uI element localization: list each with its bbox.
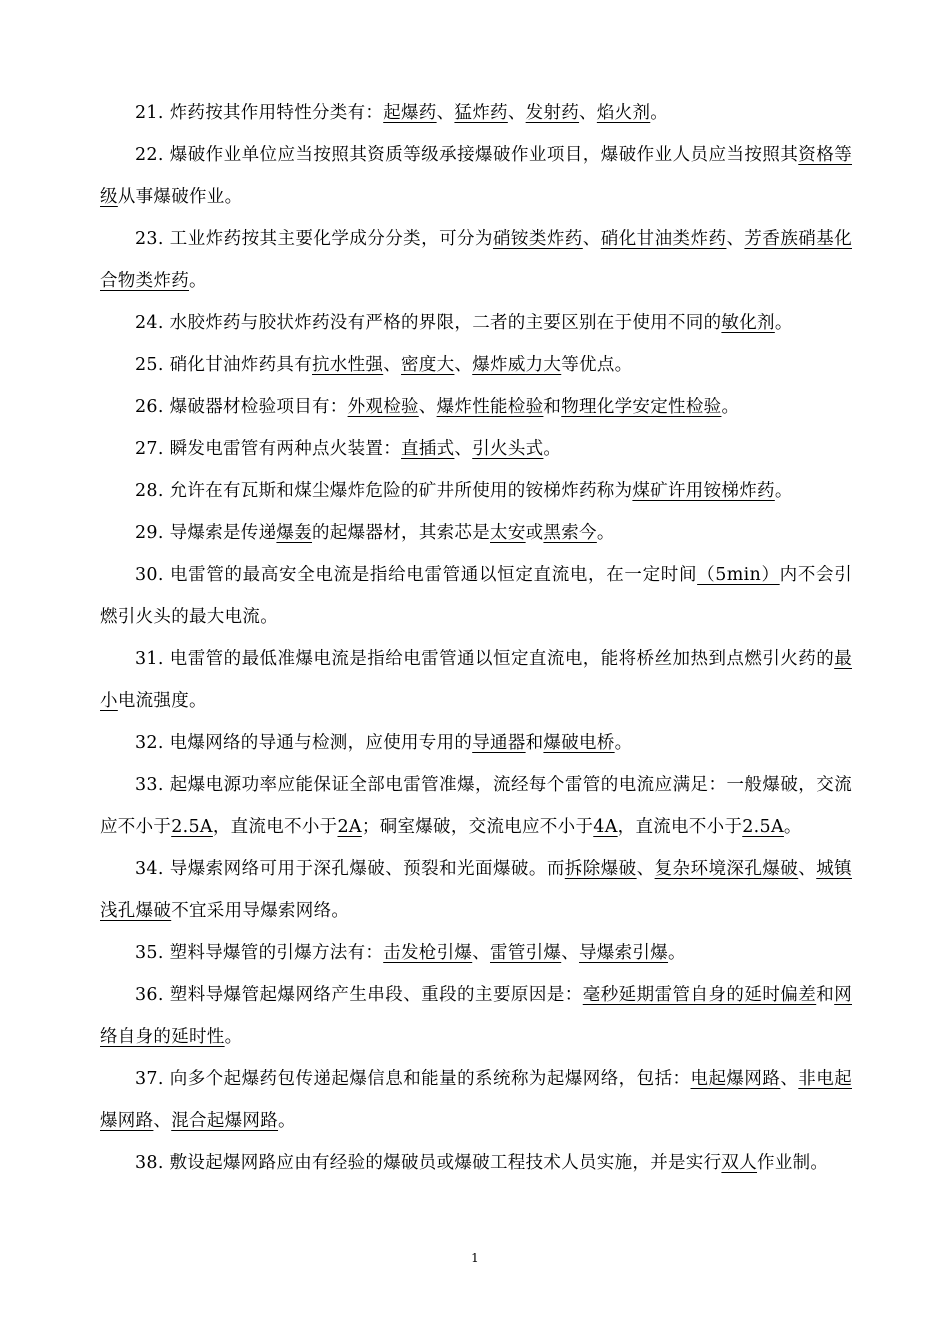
answer-blank: 猛炸药 [454,103,508,123]
answer-blank: 网络自身的延时性 [100,985,852,1047]
question-text: 、 [582,229,601,249]
answer-blank: 拆除爆破 [564,859,637,879]
answer-blank: 太安 [490,523,526,543]
answer-blank: 外观检验 [347,397,419,417]
question-text: 30. 电雷管的最高安全电流是指给电雷管通以恒定直流电，在一定时间 [135,565,698,585]
answer-blank: 焰火剂 [596,103,651,123]
question-text: 37. 向多个起爆药包传递起爆信息和能量的系统称为起爆网络，包括： [135,1069,691,1089]
question-text: 32. 电爆网络的导通与检测，应使用专用的 [135,733,473,753]
question-text: 25. 硝化甘油炸药具有 [135,355,312,375]
question-text: 27. 瞬发电雷管有两种点火装置： [135,439,401,459]
question-text: 。 [783,817,802,837]
answer-blank: 导爆索引爆 [579,943,669,963]
question-text: 。 [596,523,615,543]
question-text: 33. 起爆电源功率应能保证全部电雷管准爆，流经每个雷管的电流应满足：一般爆破，交流应不小于 [100,775,852,837]
question-text: 、 [436,103,455,123]
question-item [100,974,852,1058]
question-text: 22. 爆破作业单位应当按照其资质等级承接爆破作业项目，爆破作业人员应当按照其 [135,145,799,165]
answer-blank: 2.5A [742,817,784,837]
question-text: 。 [224,1027,243,1047]
answer-blank: 双人 [721,1153,758,1173]
answer-blank: 敏化剂 [721,313,775,333]
question-item [100,344,852,386]
answer-blank: 2A [337,817,362,837]
question-text: 35. 塑料导爆管的引爆方法有： [135,943,384,963]
answer-blank: （5min） [697,565,780,585]
question-text: 24. 水胶炸药与胶状炸药没有严格的界限，二者的主要区别在于使用不同的 [135,313,722,333]
question-text: 、 [454,355,473,375]
question-item [100,512,852,554]
answer-blank: 芳香族硝基化合物类炸药 [100,229,852,291]
answer-blank: 导通器 [472,733,526,753]
answer-blank: 混合起爆网路 [171,1111,279,1131]
question-text: 23. 工业炸药按其主要化学成分分类，可分为 [135,229,493,249]
question-item [100,218,852,302]
question-text: 、 [636,859,655,879]
question-text: 等优点。 [561,355,633,375]
answer-blank: 引火头式 [472,439,544,459]
question-text: 或 [525,523,544,543]
question-text: 和 [525,733,544,753]
question-item [100,470,852,512]
question-text: 、 [418,397,437,417]
question-text: 、 [472,943,491,963]
answer-blank: 黑索今 [543,523,597,543]
question-text: 的起爆器材，其索芯是 [312,523,491,543]
answer-blank: 物理化学安定性检验 [561,397,722,417]
question-text: 、 [780,1069,799,1089]
question-list [100,92,852,1184]
question-item [100,638,852,722]
answer-blank: 起爆药 [383,103,437,123]
answer-blank: 复杂环境深孔爆破 [654,859,799,879]
question-text: 。 [189,271,207,291]
question-item [100,302,852,344]
answer-blank: 爆破电桥 [543,733,615,753]
question-text: 28. 允许在有瓦斯和煤尘爆炸危险的矿井所使用的铵梯炸药称为 [135,481,633,501]
answer-blank: 2.5A [171,817,213,837]
answer-blank: 爆炸性能检验 [436,397,544,417]
question-text: 不宜采用导爆索网络。 [171,901,350,921]
question-item [100,764,852,848]
question-item [100,386,852,428]
question-text: 、 [561,943,580,963]
question-item [100,1058,852,1142]
question-text: 21. 炸药按其作用特性分类有： [135,103,384,123]
question-text: 和 [816,985,835,1005]
question-text: 电流强度。 [117,691,207,711]
answer-blank: 硝铵类炸药 [492,229,583,249]
question-item [100,554,852,638]
question-item [100,1142,852,1184]
question-text: 34. 导爆索网络可用于深孔爆破、预裂和光面爆破。而 [135,859,565,879]
answer-blank: 直插式 [401,439,455,459]
question-text: 。 [774,313,793,333]
question-text: 、 [507,103,526,123]
answer-blank: 密度大 [401,355,455,375]
question-text: 。 [774,481,793,501]
question-text: 29. 导爆索是传递 [135,523,277,543]
question-text: 。 [278,1111,296,1131]
answer-blank: 4A [593,817,618,837]
question-text: ；硐室爆破，交流电应不小于 [361,817,594,837]
question-text: 内不会引燃引火头的最大电流。 [100,565,852,627]
answer-blank: 雷管引爆 [490,943,562,963]
question-text: 和 [543,397,562,417]
question-text: 、 [579,103,597,123]
question-item [100,428,852,470]
question-text: 、 [153,1111,172,1131]
question-item [100,932,852,974]
question-text: 。 [543,439,562,459]
question-text: 26. 爆破器材检验项目有： [135,397,348,417]
question-item [100,92,852,134]
question-text: 。 [650,103,669,123]
answer-blank: 毫秒延期雷管自身的延时偏差 [582,985,817,1005]
answer-blank: 非电起爆网路 [100,1069,852,1131]
answer-blank: 最小 [100,649,852,711]
question-text: ，直流电不小于 [617,817,743,837]
question-text: 36. 塑料导爆管起爆网络产生串段、重段的主要原因是： [135,985,583,1005]
answer-blank: 煤矿许用铵梯炸药 [632,481,775,501]
answer-blank: 资格等级 [100,145,852,207]
question-text: ，直流电不小于 [212,817,338,837]
question-text: 。 [668,943,686,963]
answer-blank: 硝化甘油类炸药 [600,229,727,249]
answer-blank: 爆轰 [276,523,313,543]
question-item [100,722,852,764]
question-text: 、 [454,439,473,459]
answer-blank: 电起爆网路 [690,1069,781,1089]
answer-blank: 发射药 [525,103,580,123]
question-text: 31. 电雷管的最低准爆电流是指给电雷管通以恒定直流电，能将桥丝加热到点燃引火药的 [135,649,835,669]
page-number: 1 [471,1251,479,1265]
question-text: 、 [383,355,402,375]
question-text: 38. 敷设起爆网路应由有经验的爆破员或爆破工程技术人员实施，并是实行 [135,1153,722,1173]
answer-blank: 抗水性强 [312,355,384,375]
question-text: 。 [721,397,740,417]
answer-blank: 爆炸威力大 [472,355,562,375]
question-item [100,134,852,218]
question-text: 从事爆破作业。 [117,187,243,207]
answer-blank: 城镇浅孔爆破 [100,859,852,921]
question-text: 。 [614,733,633,753]
question-text: 、 [726,229,745,249]
question-text: 、 [798,859,817,879]
answer-blank: 击发枪引爆 [383,943,473,963]
question-item [100,848,852,932]
question-text: 作业制。 [757,1153,829,1173]
